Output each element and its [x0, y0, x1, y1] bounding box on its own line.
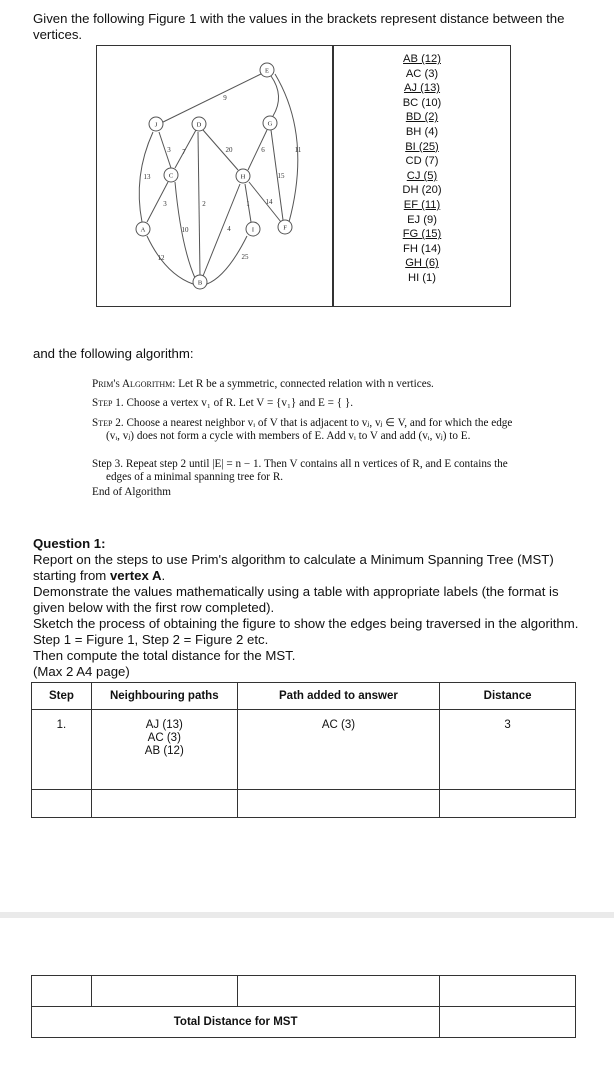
weight-label: 25: [241, 253, 249, 261]
weight-label: 10: [181, 226, 189, 234]
edge-list-item: DH (20): [402, 184, 442, 197]
cell-empty: [237, 976, 440, 1007]
question-vertex-a: vertex A: [109, 568, 162, 583]
edge-DH: [203, 130, 238, 170]
weight-label: 12: [157, 254, 165, 262]
edge-list-item: EF (11): [403, 198, 441, 211]
page-separator: [0, 912, 614, 918]
cell-empty: [440, 976, 576, 1007]
weight-label: 4: [227, 225, 231, 233]
path-option: AC (3): [147, 732, 181, 744]
header-neighbouring-paths: Neighbouring paths: [91, 683, 237, 710]
intro-text: Given the following Figure 1 with the values in the brackets represent distance between the vertices.: [33, 11, 565, 42]
question-line-1: [33, 552, 593, 584]
question-title: Question 1:: [33, 536, 106, 551]
weight-label: 3: [167, 146, 171, 154]
algorithm-heading: [92, 378, 522, 391]
weight-label: 6: [261, 146, 265, 154]
header-distance: Distance: [440, 683, 576, 710]
edge-list-item: CD (7): [405, 155, 439, 168]
edge-list-item: GH (6): [405, 257, 439, 270]
question-line-4: Then compute the total distance for the MST.: [33, 648, 296, 663]
cell-empty: [32, 976, 92, 1007]
question-line-1-text: Report on the steps to use Prim's algorithm to calculate a Minimum Spanning Tree (MST) starting from: [33, 552, 554, 583]
total-table: [31, 975, 576, 1038]
algorithm-step-1: [92, 397, 522, 410]
weight-label: 9: [223, 94, 227, 102]
weight-label: 1: [246, 200, 250, 208]
algorithm-intro: and the following algorithm:: [33, 346, 194, 361]
edge-list-item: EJ (9): [407, 213, 437, 226]
edge-AB: [147, 236, 193, 284]
edge-EJ: [159, 72, 265, 124]
edge-list-item: AJ (13): [403, 82, 441, 95]
figure-1-box: [96, 45, 511, 307]
vertex-label: E: [265, 67, 269, 75]
vertex-label: H: [240, 173, 246, 181]
edge-list-item: CJ (5): [406, 169, 438, 182]
edge-list-item: FG (15): [402, 228, 442, 241]
edge-list-item: HI (1): [408, 271, 436, 284]
edge-list-item: BC (10): [402, 96, 442, 109]
cell-empty: [32, 790, 92, 818]
path-option: AB (12): [144, 745, 184, 757]
table-row: [32, 710, 576, 790]
question-line-2: Demonstrate the values mathematically using a table with appropriate labels (the format is given below with the first row completed).: [33, 584, 559, 615]
table-row-empty: [32, 976, 576, 1007]
algorithm-box: [92, 378, 522, 506]
vertex-label: F: [283, 224, 287, 232]
edge-list-item: BH (4): [405, 125, 439, 138]
header-step: Step: [32, 683, 92, 710]
edge-list-item: BI (25): [405, 140, 439, 153]
total-value-cell: [440, 1007, 576, 1038]
cell-path-added: AC (3): [237, 710, 440, 790]
graph-figure: [97, 46, 332, 306]
weight-label: 2: [202, 200, 206, 208]
step-1-label: Step 1.: [92, 397, 124, 410]
total-row: [32, 1007, 576, 1038]
table-row-empty: [32, 790, 576, 818]
table-header-row: [32, 683, 576, 710]
cell-empty: [237, 790, 440, 818]
edge-HB: [203, 184, 240, 276]
cell-empty: [91, 790, 237, 818]
edge-list: [334, 52, 510, 286]
total-label: Total Distance for MST: [32, 1007, 440, 1038]
algorithm-title: Prim's Algorithm:: [92, 378, 176, 390]
header-path-added: Path added to answer: [237, 683, 440, 710]
weight-label: 13: [143, 173, 151, 181]
vertex-label: C: [168, 172, 174, 180]
algorithm-step-2: [92, 417, 522, 444]
weight-label: 11: [294, 146, 302, 154]
cell-neighbouring-paths: [91, 710, 237, 790]
vertex-label: J: [154, 121, 158, 129]
path-option: AJ (13): [145, 719, 183, 731]
vertex-label: D: [196, 121, 202, 129]
weight-label: 3: [163, 200, 167, 208]
weight-label: 14: [265, 198, 273, 206]
weight-label: 20: [225, 146, 233, 154]
vertex-label: I: [251, 226, 255, 234]
question-block: [33, 536, 593, 680]
edge-list-item: AB (12): [403, 53, 441, 65]
question-line-5: (Max 2 A4 page): [33, 664, 130, 679]
step-1-text: Choose a vertex v₁ of R. Let V = {v₁} and E = { }.: [126, 397, 354, 410]
algorithm-intro-text: Let R be a symmetric, connected relation with n vertices.: [178, 378, 434, 390]
edge-DB: [198, 132, 200, 276]
algorithm-end: End of Algorithm: [92, 486, 171, 499]
step-2-text: Choose a nearest neighbor vᵢ of V that is adjacent to vⱼ, vⱼ ∈ V, and for which the edge (vᵢ, vⱼ) does not form a cycle with members of E. Add vᵢ to V and add (vᵢ, vⱼ) to E.: [106, 416, 513, 443]
weight-label: 7: [182, 148, 186, 156]
edge-list-item: FH (14): [403, 242, 441, 255]
vertex-label: A: [140, 226, 146, 234]
question-line-1-end: .: [161, 568, 166, 583]
vertex-label: G: [267, 120, 273, 128]
edge-list-item: BD (2): [405, 111, 439, 124]
cell-empty: [440, 790, 576, 818]
question-line-3: Sketch the process of obtaining the figure to show the edges being traversed in the algorithm. Step 1 = Figure 1, Step 2 = Figure 2 etc.: [33, 616, 579, 647]
weight-label: 15: [277, 172, 285, 180]
vertex-label: B: [197, 279, 203, 287]
cell-step: 1.: [32, 710, 92, 790]
cell-distance: 3: [440, 710, 576, 790]
edge-EG: [271, 76, 279, 116]
steps-table: [31, 682, 576, 818]
step-2-label: Step 2.: [92, 416, 124, 429]
cell-empty: [91, 976, 237, 1007]
algorithm-step-3: Step 3. Repeat step 2 until |E| = n − 1. Then V contains all n vertices of R, and E contains the edges of a minimal spanning tree for R.: [92, 457, 508, 484]
edge-list-item: AC (3): [405, 67, 439, 80]
